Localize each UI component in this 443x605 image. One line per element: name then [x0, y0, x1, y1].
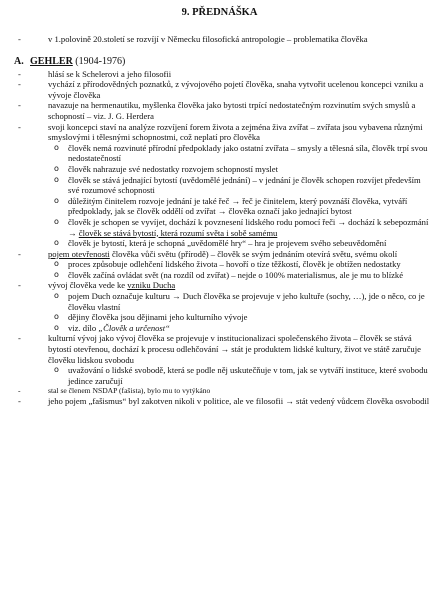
underlined-phrase: vzniku Ducha	[127, 280, 176, 291]
sub-item-text: člověk je schopen se vyvíjet, dochází k povznesení lidského rodu pomocí řeči → dochází k sebepozmání →	[68, 216, 429, 238]
main-list	[8, 69, 431, 407]
work-title: „Člověk a určenost“	[98, 322, 170, 333]
underlined-phrase: člověk se stává bytostí, která rozumí světa i sobě samému	[78, 227, 278, 238]
list-item-text: svoji koncepci staví na analýze rozvíjení forem života a zejména živa zvířat – zvířata jsou vybavena různými smyslovými i tělesnými schopnostmi, což neplatí pro člověka	[48, 121, 423, 143]
section-name: GEHLER	[30, 55, 73, 67]
list-item: - stal se členem NSDAP (fašista), bylo mu to vytýkáno	[8, 386, 431, 396]
list-item: - hlásí se k Schelerovi a jeho filosofii	[8, 69, 431, 80]
sub-item	[48, 217, 431, 238]
list-item	[8, 122, 431, 249]
intro-list	[8, 34, 431, 45]
list-item	[8, 333, 431, 386]
list-item	[8, 249, 431, 281]
sub-item: o proces způsobuje odlehčení lidského života – hovoří o tíze těžkostí, člověk je obtížen nedostatky	[48, 259, 431, 270]
sub-item-text: viz. dílo	[68, 322, 99, 333]
sub-item: o člověk nahrazuje své nedostatky rozvojem schopností myslet	[48, 164, 431, 175]
list-item	[8, 280, 431, 333]
sub-item: o člověk začíná ovládat svět (na rozdíl od zvířat) – nejde o 100% materialismus, ale je mu to blízké	[48, 270, 431, 281]
sub-item: o člověk se stává jednající bytostí (uvědomělé jednání) – v jednání je člověk schopen rozvíjet především své rozumové schopnosti	[48, 175, 431, 196]
underlined-phrase: pojem otevřenosti	[48, 248, 110, 259]
list-item: - jeho pojem „fašismus“ byl zakotven nikoli v politice, ale ve filosofii → stát vedený vůdcem člověka osvobodil	[8, 396, 431, 407]
list-item-text: vývoj člověka vede ke	[48, 280, 128, 291]
section-letter: A.	[14, 55, 24, 67]
sub-item: o pojem Duch označuje kulturu → Duch člověka se projevuje v jeho kultuře (sochy, …), jde o něco, co je člověku vlastní	[48, 291, 431, 312]
list-item: - navazuje na hermenautiku, myšlenka člověka jako bytosti trpící nedostatečným rozvinutím svých smyslů a schopností – viz. J. G. Herdera	[8, 100, 431, 121]
intro-item: - v 1.polovině 20.století se rozvíjí v Německu filosofická antropologie – problematika člověka	[8, 34, 431, 45]
sub-list	[48, 143, 431, 249]
sub-item: o dějiny člověka jsou dějinami jeho kulturního vývoje	[48, 312, 431, 323]
section-years: (1904-1976)	[72, 55, 126, 67]
list-item: - vychází z přírodovědných poznatků, z vývojového pojetí člověka, snaha vytvořit ucelenou koncepci vzniku a vývoje člověka	[8, 79, 431, 100]
sub-item: o člověk je bytostí, která je schopná „uvědomělé hry“ – hra je projevem svého sebeuvědomění	[48, 238, 431, 249]
sub-item: o uvažování o lidské svobodě, která se podle něj uskutečňuje v tom, jak se vytváří instituce, které svobodu jedince zaručují	[48, 365, 431, 386]
sub-item: o důležitým činitelem rozvoje jednání je také řeč → řeč je činitelem, který povznáší člověka, vytváří předpoklady, jak se člověk oddělí od zvířat → člověka označí jako jednající bytost	[48, 196, 431, 217]
sub-item: o člověk nemá rozvinuté přírodní předpoklady jako ostatní zvířata – smysly a tělesná síla, člověk trpí svou nedostatečností	[48, 143, 431, 164]
list-item-text: kulturní vývoj jako vývoj člověka se projevuje v institucionalizaci společenského života – člověk se stává bytostí otevřenou, dochází k procesu odlehčování → stát je produktem lidské kultury, život ve státě zaručuje člověku lidskou svobodu	[48, 333, 421, 365]
list-item-text: člověka vůči světu (přírodě) – člověk se svým jednáním otevírá světu, svému okolí	[109, 248, 398, 259]
sub-list	[48, 259, 431, 280]
sub-item	[48, 323, 431, 334]
page-title: 9. PŘEDNÁŠKA	[181, 7, 258, 18]
sub-list	[48, 365, 431, 386]
sub-list	[48, 291, 431, 333]
section-heading	[8, 55, 431, 68]
